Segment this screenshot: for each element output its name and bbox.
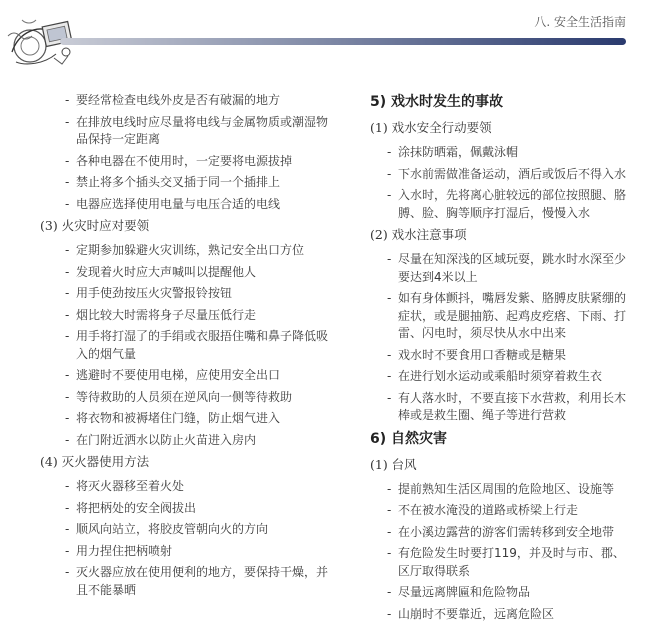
list-item: - 有危险发生时要打119，并及时与市、郡、区厅取得联系 <box>384 545 632 580</box>
list-item: - 禁止将多个插头交叉插于同一个插排上 <box>62 174 330 192</box>
list-item: - 山崩时不要靠近，远离危险区 <box>384 606 632 624</box>
list-item: - 用力捏住把柄喷射 <box>62 543 330 561</box>
list-item: - 用手将打湿了的手绢或衣服捂住嘴和鼻子降低吸入的烟气量 <box>62 328 330 363</box>
list-item: - 戏水时不要食用口香糖或是糖果 <box>384 347 632 365</box>
list-item: - 尽量远离牌匾和危险物品 <box>384 584 632 602</box>
list-item: - 有人落水时，不要直接下水营救，利用长木棒或是救生圈、绳子等进行营救 <box>384 390 632 425</box>
left-column <box>40 92 330 603</box>
list-item: - 不在被水淹没的道路或桥梁上行走 <box>384 502 632 520</box>
list-item: - 用手使劲按压火灾警报铃按钮 <box>62 285 330 303</box>
water-safety-heading: (1) 戏水安全行动要领 <box>370 120 492 135</box>
typhoon-list <box>370 481 632 624</box>
water-accident-heading: 5) 戏水时发生的事故 <box>370 94 504 110</box>
list-item: - 涂抹防晒霜，佩戴泳帽 <box>384 144 632 162</box>
typhoon-heading: (1) 台风 <box>370 456 417 472</box>
list-item: - 在小溪边露营的游客们需转移到安全地带 <box>384 524 632 542</box>
extinguisher-heading: (4) 灭火器使用方法 <box>40 454 150 469</box>
list-item: - 等待救助的人员须在逆风向一侧等待救助 <box>62 389 330 407</box>
list-item: - 在排放电线时应尽量将电线与金属物质或潮湿物品保持一定距离 <box>62 114 330 149</box>
list-item: - 定期参加躲避火灾训练，熟记安全出口方位 <box>62 242 330 260</box>
water-caution-heading: (2) 戏水注意事项 <box>370 227 467 242</box>
list-item: - 提前熟知生活区周围的危险地区、设施等 <box>384 481 632 499</box>
list-item: - 入水时，先将离心脏较远的部位按照腿、胳膊、脸、胸等顺序打湿后，慢慢入水 <box>384 187 632 222</box>
list-item: - 尽量在知深浅的区域玩耍，跳水时水深至少要达到4米以上 <box>384 251 632 286</box>
list-item: - 将把柄处的安全阀拔出 <box>62 500 330 518</box>
right-column <box>370 92 632 627</box>
list-item: - 各种电器在不使用时，一定要将电源拔掉 <box>62 153 330 171</box>
list-item: - 发现着火时应大声喊叫以提醒他人 <box>62 264 330 282</box>
list-item: - 下水前需做准备运动，酒后或饭后不得入水 <box>384 166 632 184</box>
list-item: - 电器应选择使用电量与电压合适的电线 <box>62 196 330 214</box>
list-item: - 要经常检查电线外皮是否有破漏的地方 <box>62 92 330 110</box>
list-item: - 将灭火器移至着火处 <box>62 478 330 496</box>
fire-response-list <box>40 242 330 449</box>
list-item: - 灭火器应放在使用便利的地方，要保持干燥，并且不能暴晒 <box>62 564 330 599</box>
natural-disaster-heading: 6) 自然灾害 <box>370 430 448 447</box>
list-item: - 顺风向站立，将胶皮管朝向火的方向 <box>62 521 330 539</box>
list-item: - 在门附近洒水以防止火苗进入房内 <box>62 432 330 450</box>
fire-response-heading: (3) 火灾时应对要领 <box>40 218 150 233</box>
list-item: - 逃避时不要使用电梯，应使用安全出口 <box>62 367 330 385</box>
water-caution-list <box>370 251 632 425</box>
list-item: - 将衣物和被褥堵住门缝，防止烟气进入 <box>62 410 330 428</box>
list-item: - 烟比较大时需将身子尽量压低行走 <box>62 307 330 325</box>
water-safety-list <box>370 144 632 222</box>
header-bar <box>60 38 626 45</box>
extinguisher-list <box>40 478 330 599</box>
electric-safety-list <box>40 92 330 213</box>
list-item: - 如有身体颤抖，嘴唇发紫、胳膊皮肤紧绷的症状，或是腿抽筋、起鸡皮疙瘩、下雨、打雷、闪电时，须尽快从水中出来 <box>384 290 632 343</box>
page-header-title: 八. 安全生活指南 <box>534 15 626 29</box>
list-item: - 在进行划水运动或乘船时须穿着救生衣 <box>384 368 632 386</box>
